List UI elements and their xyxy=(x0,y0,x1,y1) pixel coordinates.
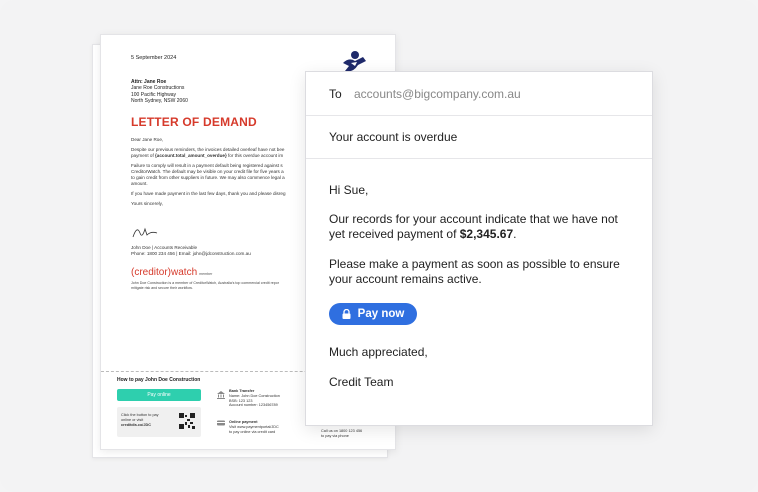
letter-title: LETTER OF DEMAND xyxy=(131,115,257,129)
email-paragraph-2: Please make a payment as soon as possible to ensure your account remains active. xyxy=(329,257,620,286)
email-paragraph-1 xyxy=(329,212,634,242)
lock-icon xyxy=(342,309,351,319)
bank-name: Name: John Doe Construction xyxy=(229,393,280,398)
overdue-amount: $2,345.67 xyxy=(459,227,514,241)
letter-paragraph-2 xyxy=(131,163,311,187)
creditorwatch-note xyxy=(131,281,321,291)
letter-paragraph-1 xyxy=(131,147,311,159)
pay-now-button[interactable] xyxy=(329,303,417,325)
amount-variable: {account.total_amount_overdue} xyxy=(155,153,227,158)
email-subject[interactable]: Your account is overdue xyxy=(329,130,458,144)
phone-payment-details xyxy=(321,429,362,439)
email-closing: Much appreciated, xyxy=(329,345,428,359)
bank-title: Bank Transfer xyxy=(229,389,255,393)
para1-text-b: payment of xyxy=(131,153,156,158)
qr-code-icon xyxy=(179,413,195,429)
signature-image xyxy=(131,221,171,241)
email-signature: Credit Team xyxy=(329,375,394,389)
how-to-pay-heading: How to pay John Doe Construction xyxy=(117,377,201,383)
para1-text-a: Despite our previous reminders, the invoices detailed overleaf have not bee xyxy=(131,147,285,152)
email-preview-card xyxy=(305,71,653,426)
to-address[interactable]: accounts@bigcompany.com.au xyxy=(354,87,521,101)
online-card: to pay online via credit card xyxy=(229,429,276,434)
phone-line-2: to pay via phone xyxy=(321,433,349,438)
letter-signoff: Yours sincerely, xyxy=(131,201,163,206)
sender-name-line: John Doe | Accounts Receivable xyxy=(131,245,198,250)
online-title: Online payment xyxy=(229,420,258,424)
attn-line: Attn: Jane Roe xyxy=(131,79,167,85)
letter-pay-online-button: Pay online xyxy=(117,389,201,401)
cw-note-line-1: John Doe Construction is a member of CreditorWatch, Australia's top commercial credit repor xyxy=(131,281,279,285)
cw-note-line-2: mitigate risk and secure their workflow. xyxy=(131,285,193,290)
para2-text-d: amount. xyxy=(131,181,148,186)
recipient-street: 100 Pacific Highway xyxy=(131,91,177,98)
card-icon xyxy=(217,419,225,427)
qr-text-1: Click the button to pay xyxy=(121,413,159,417)
para2-text-b: CreditorWatch. The default may be visible on your credit file for five years a xyxy=(131,169,284,174)
creditorwatch-logo xyxy=(131,267,212,278)
creditorwatch-member-label: member xyxy=(199,272,213,276)
creditorwatch-wordmark: (creditor)watch xyxy=(131,267,198,278)
qr-text-3: creditdis.co/JDC xyxy=(121,422,151,427)
email-para1-end: . xyxy=(513,227,517,241)
para2-text-a: Failure to comply will result in a payment default being registered against s xyxy=(131,163,283,168)
letter-paragraph-3: If you have made payment in the last few days, thank you and please disreg xyxy=(131,191,286,196)
online-visit: Visit www.paymentportal/JDC xyxy=(229,424,279,429)
bank-transfer-details xyxy=(229,389,280,408)
online-payment-details xyxy=(229,420,279,434)
para1-text-c: for this overdue account im xyxy=(226,153,284,158)
salutation: Dear Jane Roe, xyxy=(131,137,164,142)
letter-date: 5 September 2024 xyxy=(131,55,177,61)
email-greeting: Hi Sue, xyxy=(329,183,369,197)
to-label: To xyxy=(329,87,342,101)
phone-line-1: Call us on 1800 123 456 xyxy=(321,429,363,433)
letter-body xyxy=(131,137,311,211)
email-subject-row xyxy=(306,116,652,159)
qr-instructions xyxy=(121,413,165,427)
email-to-row xyxy=(306,72,652,116)
pay-now-label: Pay now xyxy=(357,308,405,320)
sender-contact xyxy=(131,245,251,257)
bank-icon xyxy=(217,391,225,399)
para2-text-c: to gain credit from other suppliers in future. We may also commence legal a xyxy=(131,175,285,180)
recipient-address xyxy=(131,79,188,105)
bank-bsb: BSB: 123 123 xyxy=(229,398,253,403)
email-para1-text: Our records for your account indicate that we have not yet received payment of xyxy=(329,212,618,241)
recipient-company: Jane Roe Constructions xyxy=(131,85,185,92)
bank-account: Account number: 123456789 xyxy=(229,403,278,408)
qr-text-2: online or visit xyxy=(121,417,144,422)
recipient-suburb: North Sydney, NSW 2060 xyxy=(131,98,188,105)
sender-phone-email: Phone: 1800 234 456 | Email: john@jdconstruction.com.au xyxy=(131,251,251,256)
